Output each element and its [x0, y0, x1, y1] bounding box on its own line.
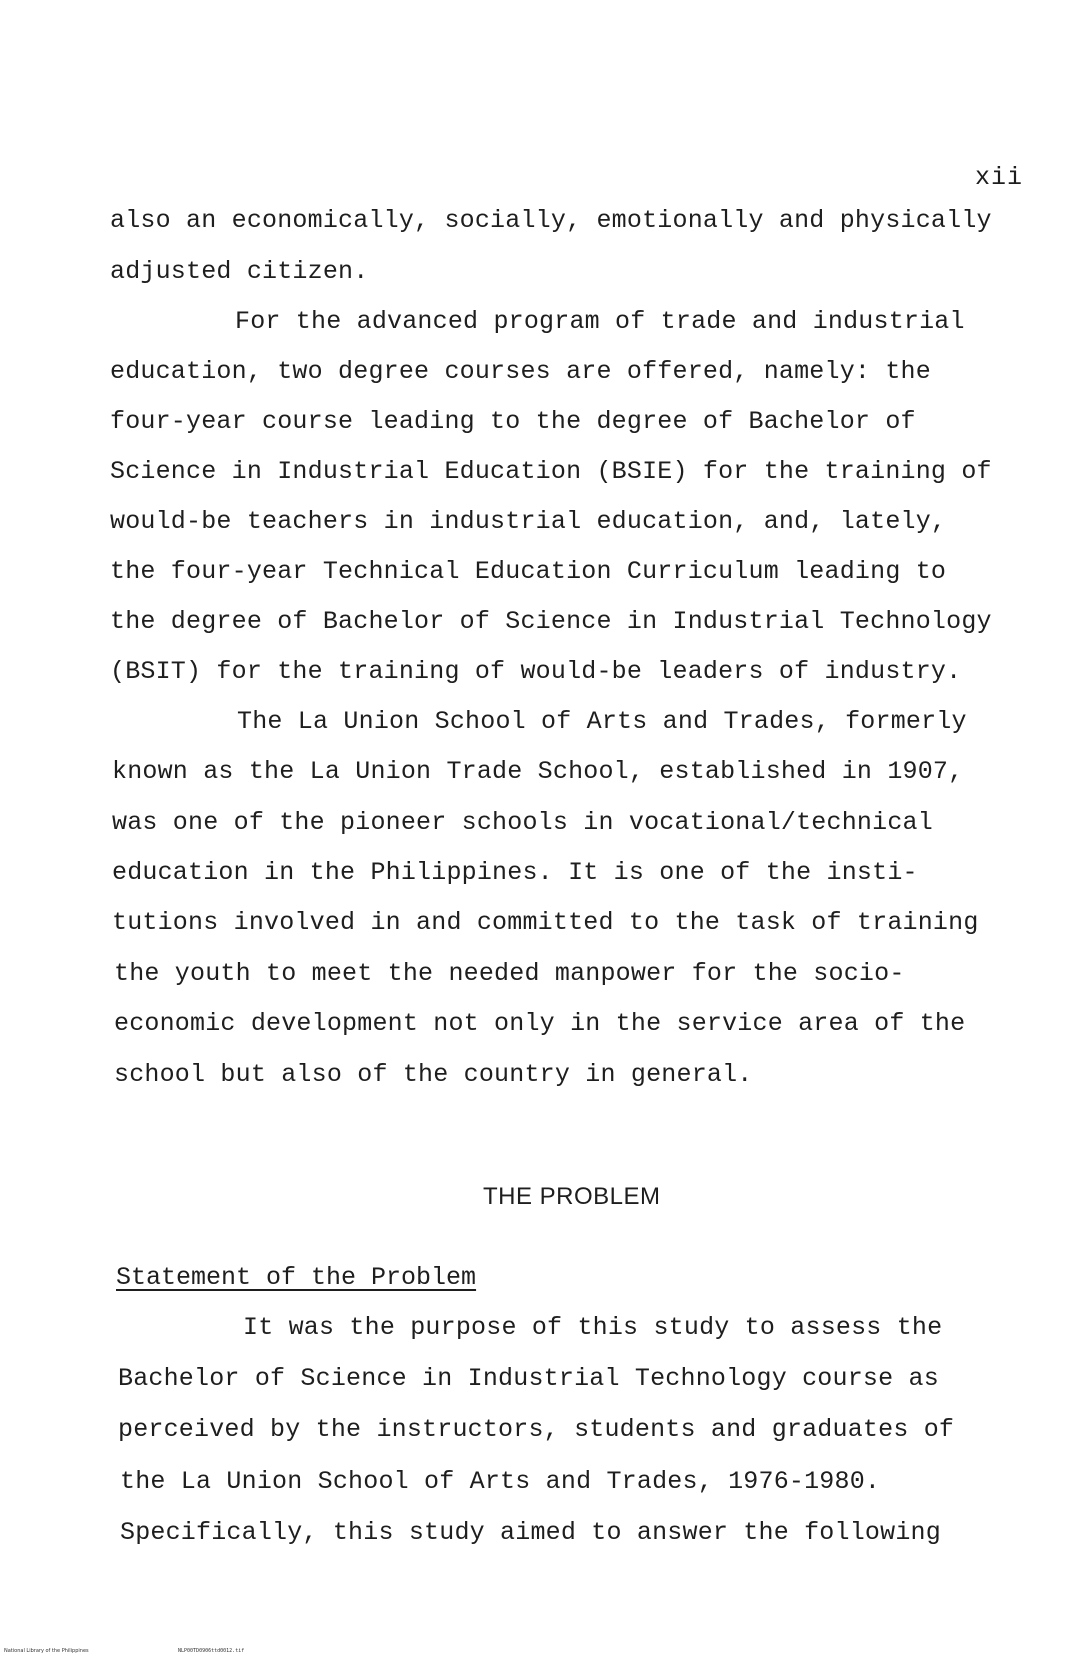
- footer-code: NLP00TD0906ttd0012.tif: [178, 1648, 245, 1654]
- text-line: the La Union School of Arts and Trades, 1976-1980.: [120, 1467, 881, 1496]
- text-line: economic development not only in the service area of the: [114, 1009, 966, 1038]
- text-line: tutions involved in and committed to the task of training: [112, 908, 979, 937]
- text-line: the degree of Bachelor of Science in Industrial Technology: [110, 607, 992, 636]
- text-line: was one of the pioneer schools in vocational/technical: [112, 808, 933, 837]
- section-subheading: Statement of the Problem: [116, 1263, 477, 1292]
- text-line: would-be teachers in industrial education, and, lately,: [110, 507, 947, 536]
- text-line: education, two degree courses are offered, namely: the: [110, 357, 931, 386]
- text-line: four-year course leading to the degree of Bachelor of: [110, 407, 916, 436]
- text-line: The La Union School of Arts and Trades, formerly: [237, 707, 967, 736]
- section-heading: THE PROBLEM: [483, 1183, 661, 1210]
- text-line: school but also of the country in general.: [114, 1060, 753, 1089]
- text-line: For the advanced program of trade and industrial: [235, 307, 965, 336]
- text-line: Bachelor of Science in Industrial Technology course as: [118, 1364, 939, 1393]
- text-line: It was the purpose of this study to assess the: [243, 1313, 943, 1342]
- footer-stamp: National Library of the Philippines: [4, 1648, 89, 1654]
- text-line: education in the Philippines. It is one of the insti-: [112, 858, 918, 887]
- text-line: the youth to meet the needed manpower for the socio-: [114, 959, 905, 988]
- text-line: Specifically, this study aimed to answer the following: [120, 1518, 941, 1547]
- text-line: the four-year Technical Education Curriculum leading to: [110, 557, 947, 586]
- text-line: known as the La Union Trade School, established in 1907,: [112, 757, 964, 786]
- text-line: adjusted citizen.: [110, 257, 369, 286]
- text-line: Science in Industrial Education (BSIE) for the training of: [110, 457, 992, 486]
- page-number: xii: [975, 163, 1024, 192]
- text-line: also an economically, socially, emotionally and physically: [110, 206, 992, 235]
- text-line: perceived by the instructors, students and graduates of: [118, 1415, 955, 1444]
- text-line: (BSIT) for the training of would-be leaders of industry.: [110, 657, 962, 686]
